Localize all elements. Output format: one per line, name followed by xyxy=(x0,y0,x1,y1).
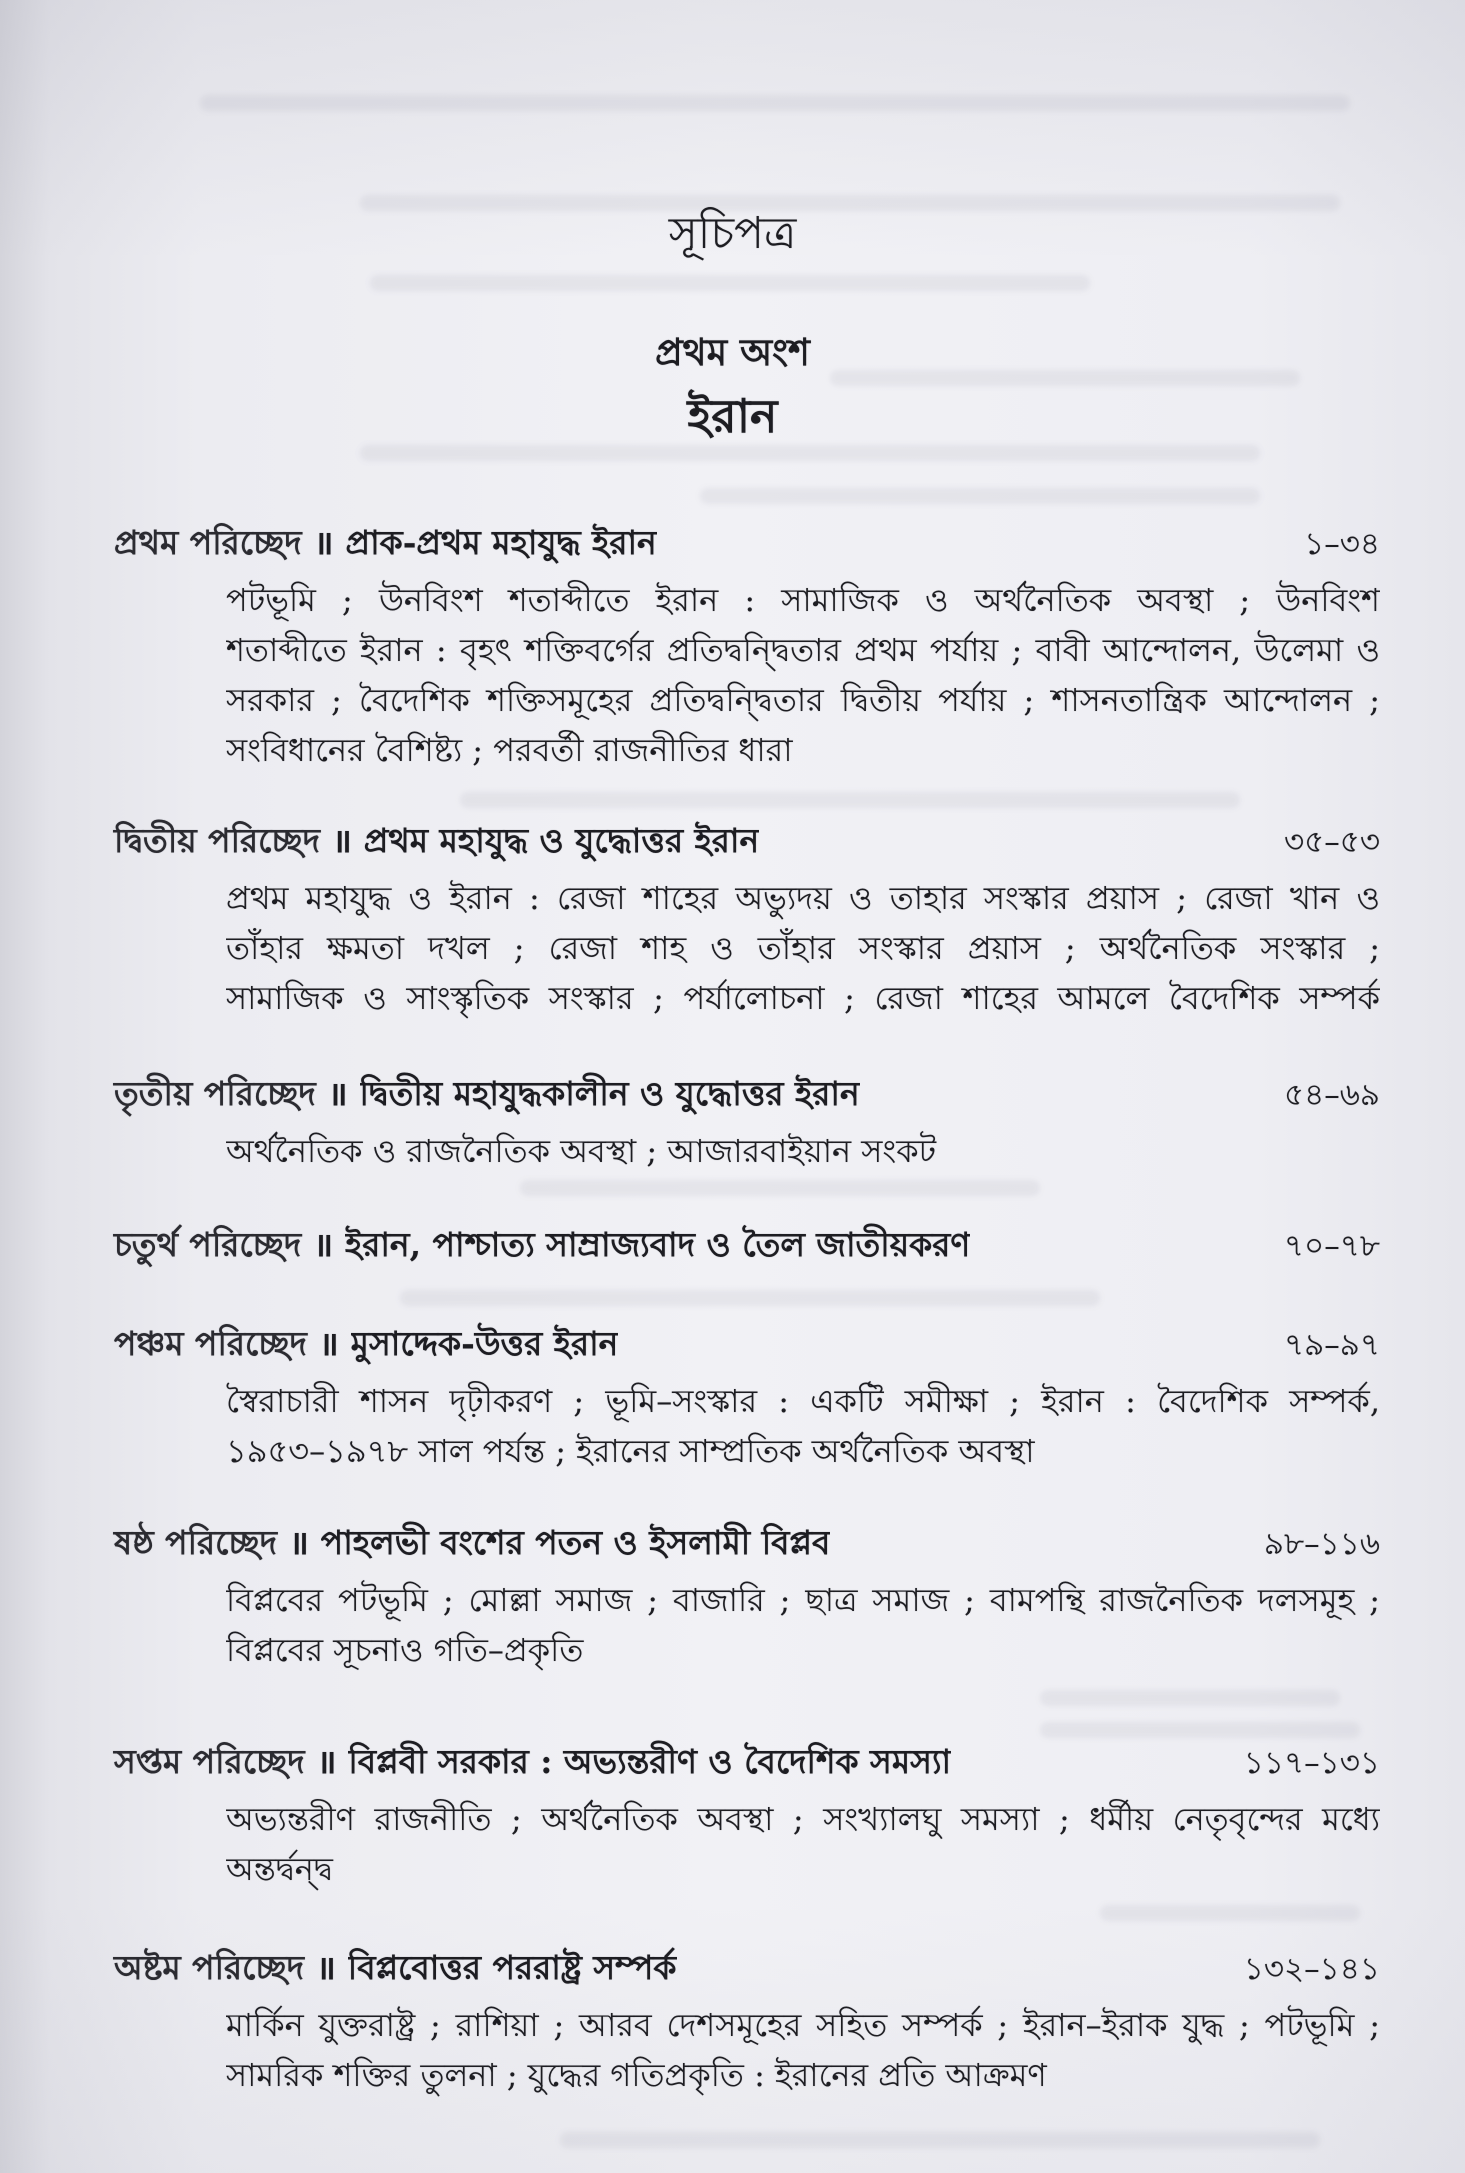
bleed-through-mark xyxy=(700,488,1260,504)
toc-entry xyxy=(114,817,1380,1023)
chapter-title: প্রথম মহাযুদ্ধ ও যুদ্ধোত্তর ইরান xyxy=(363,821,760,860)
chapter-page-range: ৯৮–১১৬ xyxy=(1263,1526,1380,1562)
summary-line: অভ্যন্তরীণ রাজনীতি ; অর্থনৈতিক অবস্থা ; সংখ্যালঘু সমস্যা ; ধর্মীয় নেতৃবৃন্দের মধ্যে xyxy=(226,1800,1380,1838)
bleed-through-mark xyxy=(520,1180,1040,1196)
chapter-separator: ॥ xyxy=(318,1324,339,1363)
summary-line: বিপ্লবের পটভূমি ; মোল্লা সমাজ ; বাজারি ; ছাত্র সমাজ ; বামপন্থি রাজনৈতিক দলসমূহ ; xyxy=(226,1581,1380,1619)
chapter-label: ষষ্ঠ পরিচ্ছেদ xyxy=(114,1523,278,1562)
bleed-through-mark xyxy=(460,792,1240,808)
summary-line: ১৯৫৩–১৯৭৮ সাল পর্যন্ত ; ইরানের সাম্প্রতিক অর্থনৈতিক অবস্থা xyxy=(226,1432,1035,1470)
chapter-heading xyxy=(114,1221,1380,1269)
chapter-page-range: ৭০–৭৮ xyxy=(1283,1228,1380,1264)
chapter-heading xyxy=(114,1944,1380,1992)
chapter-label: প্রথম পরিচ্ছেদ xyxy=(114,523,302,562)
summary-line: স্বৈরাচারী শাসন দৃঢ়ীকরণ ; ভূমি–সংস্কার : একটি সমীক্ষা ; ইরান : বৈদেশিক সম্পর্ক, xyxy=(226,1382,1380,1420)
summary-line: বিপ্লবের সূচনাও গতি–প্রকৃতি xyxy=(226,1631,584,1669)
summary-line: মার্কিন যুক্তরাষ্ট্র ; রাশিয়া ; আরব দেশসমূহের সহিত সম্পর্ক ; ইরান–ইরাক যুদ্ধ ; পটভূমি ; xyxy=(226,2006,1380,2044)
summary-line: তাঁহার ক্ষমতা দখল ; রেজা শাহ ও তাঁহার সংস্কার প্রয়াস ; অর্থনৈতিক সংস্কার ; xyxy=(226,929,1380,967)
chapter-summary xyxy=(226,2000,1380,2100)
chapter-title: প্রাক-প্রথম মহাযুদ্ধ ইরান xyxy=(345,523,657,562)
part-title: প্রথম অংশ xyxy=(655,330,810,374)
section-title: ইরান xyxy=(687,389,778,443)
summary-line: অর্থনৈতিক ও রাজনৈতিক অবস্থা ; আজারবাইয়ান সংকট xyxy=(226,1132,937,1170)
toc-entry xyxy=(114,1519,1380,1675)
summary-line: অন্তর্দ্বন্দ্ব xyxy=(226,1850,333,1888)
chapter-summary xyxy=(226,1794,1380,1894)
summary-line: সামরিক শক্তির তুলনা ; যুদ্ধের গতিপ্রকৃতি : ইরানের প্রতি আক্রমণ xyxy=(226,2056,1047,2094)
chapter-heading xyxy=(114,1320,1380,1368)
chapter-title: দ্বিতীয় মহাযুদ্ধকালীন ও যুদ্ধোত্তর ইরান xyxy=(359,1074,860,1113)
chapter-heading xyxy=(114,519,1380,567)
chapter-title: বিপ্লবোত্তর পররাষ্ট্র সম্পর্ক xyxy=(347,1948,677,1987)
chapter-label: তৃতীয় পরিচ্ছেদ xyxy=(114,1074,316,1113)
toc-entry xyxy=(114,1320,1380,1476)
chapter-summary xyxy=(226,1376,1380,1476)
summary-line: সংবিধানের বৈশিষ্ট্য ; পরবর্তী রাজনীতির ধারা xyxy=(226,731,793,769)
chapter-title: বিপ্লবী সরকার : অভ্যন্তরীণ ও বৈদেশিক সমস্যা xyxy=(348,1742,952,1781)
bleed-through-mark xyxy=(400,1290,1100,1306)
toc-title: সূচিপত্র xyxy=(668,208,797,259)
chapter-heading xyxy=(114,817,1380,865)
toc-entry xyxy=(114,1944,1380,2100)
chapter-separator: ॥ xyxy=(316,1948,336,1987)
chapter-summary xyxy=(226,575,1380,775)
bleed-through-mark xyxy=(560,2132,1320,2148)
summary-line: শতাব্দীতে ইরান : বৃহৎ শক্তিবর্গের প্রতিদ্বন্দ্বিতার প্রথম পর্যায় ; বাবী আন্দোলন, উলেমা ও xyxy=(226,631,1380,669)
chapter-page-range: ১–৩৪ xyxy=(1304,526,1380,562)
chapter-summary xyxy=(226,1126,1380,1176)
chapter-heading xyxy=(114,1738,1380,1786)
chapter-separator: ॥ xyxy=(313,1225,334,1264)
chapter-page-range: ৭৯–৯৭ xyxy=(1283,1327,1380,1363)
chapter-page-range: ১৩২–১৪১ xyxy=(1243,1951,1380,1987)
toc-entry xyxy=(114,1221,1380,1269)
chapter-heading xyxy=(114,1070,1380,1118)
chapter-label: অষ্টম পরিচ্ছেদ xyxy=(114,1948,305,1987)
chapter-separator: ॥ xyxy=(332,821,352,860)
bleed-through-mark xyxy=(1040,1722,1360,1738)
summary-line: সরকার ; বৈদেশিক শক্তিসমূহের প্রতিদ্বন্দ্বিতার দ্বিতীয় পর্যায় ; শাসনতান্ত্রিক আন্দোলন ; xyxy=(226,681,1380,719)
chapter-summary xyxy=(226,1575,1380,1675)
summary-line: সামাজিক ও সাংস্কৃতিক সংস্কার ; পর্যালোচনা ; রেজা শাহের আমলে বৈদেশিক সম্পর্ক xyxy=(226,979,1380,1017)
chapter-summary xyxy=(226,873,1380,1023)
summary-line: প্রথম মহাযুদ্ধ ও ইরান : রেজা শাহের অভ্যুদয় ও তাহার সংস্কার প্রয়াস ; রেজা খান ও xyxy=(226,879,1380,917)
chapter-label: পঞ্চম পরিচ্ছেদ xyxy=(114,1324,307,1363)
chapter-heading xyxy=(114,1519,1380,1567)
bleed-through-mark xyxy=(1040,1690,1340,1706)
toc-entry xyxy=(114,1070,1380,1176)
chapter-title: ইরান, পাশ্চাত্য সাম্রাজ্যবাদ ও তৈল জাতীয়করণ xyxy=(345,1225,971,1264)
bleed-through-mark xyxy=(360,445,1260,461)
chapter-separator: ॥ xyxy=(316,1742,337,1781)
bleed-through-mark xyxy=(200,95,1350,111)
chapter-title: পাহলভী বংশের পতন ও ইসলামী বিপ্লব xyxy=(320,1523,831,1562)
chapter-page-range: ৩৫–৫৩ xyxy=(1283,824,1380,860)
chapter-label: দ্বিতীয় পরিচ্ছেদ xyxy=(114,821,321,860)
chapter-separator: ॥ xyxy=(327,1074,348,1113)
chapter-page-range: ১১৭–১৩১ xyxy=(1243,1745,1380,1781)
chapter-title: মুসাদ্দেক-উত্তর ইরান xyxy=(350,1324,619,1363)
toc-entry xyxy=(114,519,1380,775)
bleed-through-mark xyxy=(370,275,1090,291)
chapter-label: চতুর্থ পরিচ্ছেদ xyxy=(114,1225,302,1264)
summary-line: পটভূমি ; উনবিংশ শতাব্দীতে ইরান : সামাজিক ও অর্থনৈতিক অবস্থা ; উনবিংশ xyxy=(226,581,1380,619)
chapter-page-range: ৫৪–৬৯ xyxy=(1283,1077,1380,1113)
chapter-label: সপ্তম পরিচ্ছেদ xyxy=(114,1742,305,1781)
bleed-through-mark xyxy=(1100,1905,1360,1921)
chapter-separator: ॥ xyxy=(289,1523,309,1562)
chapter-separator: ॥ xyxy=(313,523,334,562)
toc-entry xyxy=(114,1738,1380,1894)
